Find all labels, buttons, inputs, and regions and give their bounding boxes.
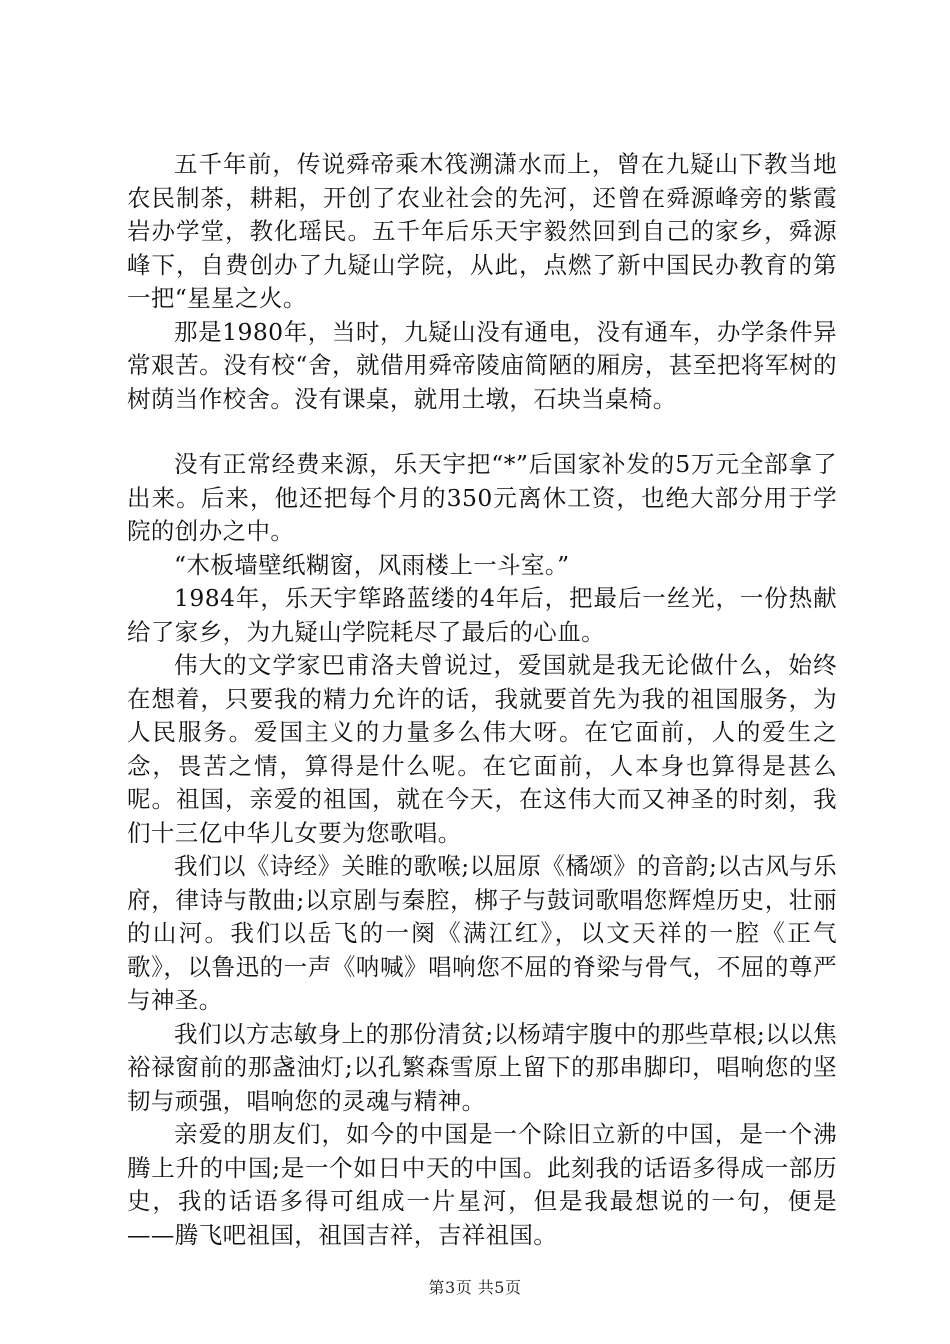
paragraph-1984: 1984年，乐天宇筚路蓝缕的4年后，把最后一丝光，一份热献给了家乡，为九疑山学院耗尽了最后的心血。 <box>127 584 837 646</box>
paragraph-1980-conditions: 那是1980年，当时，九疑山没有通电，没有通车，办学条件异常艰苦。没有校“舍，就借用舜帝陵庙简陋的厢房，甚至把将军树的树荫当作校舍。没有课桌，就用土墩，石块当桌椅。 <box>127 317 837 413</box>
page-number-footer: 第3页 共5页 <box>428 1278 522 1297</box>
paragraph-shundi-legend: 五千年前，传说舜帝乘木筏溯潇水而上，曾在九疑山下教当地农民制茶，耕耜，开创了农业社会的先河，还曾在舜源峰旁的紫霞岩办学堂，教化瑶民。五千年后乐天宇毅然回到自己的家乡，舜源峰下，自费创办了九疑山学院，从此，点燃了新中国民办教育的第一把“星星之火。 <box>127 150 837 312</box>
paragraph-funding: 没有正常经费来源，乐天宇把“*”后国家补发的5万元全部拿了出来。后来，他还把每个月的350元离休工资，也绝大部分用于学院的创办之中。 <box>127 450 837 545</box>
paragraph-patriotism: 伟大的文学家巴甫洛夫曾说过，爱国就是我无论做什么，始终在想着，只要我的精力允许的话，我就要首先为我的祖国服务，为人民服务。爱国主义的力量多么伟大呀。在它面前，人的爱生之念，畏苦之情，算得是什么呢。在它面前，人本身也算得是甚么呢。祖国，亲爱的祖国，就在今天，在这伟大而又神圣的时刻，我们十三亿中华儿女要为您歌唱。 <box>127 651 837 847</box>
paragraph-classics: 我们以《诗经》关睢的歌喉;以屈原《橘颂》的音韵;以古风与乐府，律诗与散曲;以京剧与秦腔，梆子与鼓词歌唱您辉煌历史，壮丽的山河。我们以岳飞的一阕《满江红》，以文天祥的一腔《正气歌》，以鲁迅的一声《呐喊》唱响您不屈的脊梁与骨气，不屈的尊严与神圣。 <box>127 852 837 1014</box>
paragraph-closing: 亲爱的朋友们，如今的中国是一个除旧立新的中国，是一个沸腾上升的中国;是一个如日中天的中国。此刻我的话语多得成一部历史，我的话语多得可组成一片星河，但是我最想说的一句，便是——腾飞吧祖国，祖国吉祥，吉祥祖国。 <box>127 1120 837 1249</box>
paragraph-quote: “木板墙壁纸糊窗，风雨楼上一斗室。” <box>174 550 570 579</box>
document-body <box>127 148 837 1252</box>
paragraph-heroes: 我们以方志敏身上的那份清贫;以杨靖宇腹中的那些草根;以以焦裕禄窗前的那盏油灯;以孔繁森雪原上留下的那串脚印，唱响您的坚韧与顽强，唱响您的灵魂与精神。 <box>127 1019 837 1115</box>
paragraph-gap <box>127 416 837 448</box>
